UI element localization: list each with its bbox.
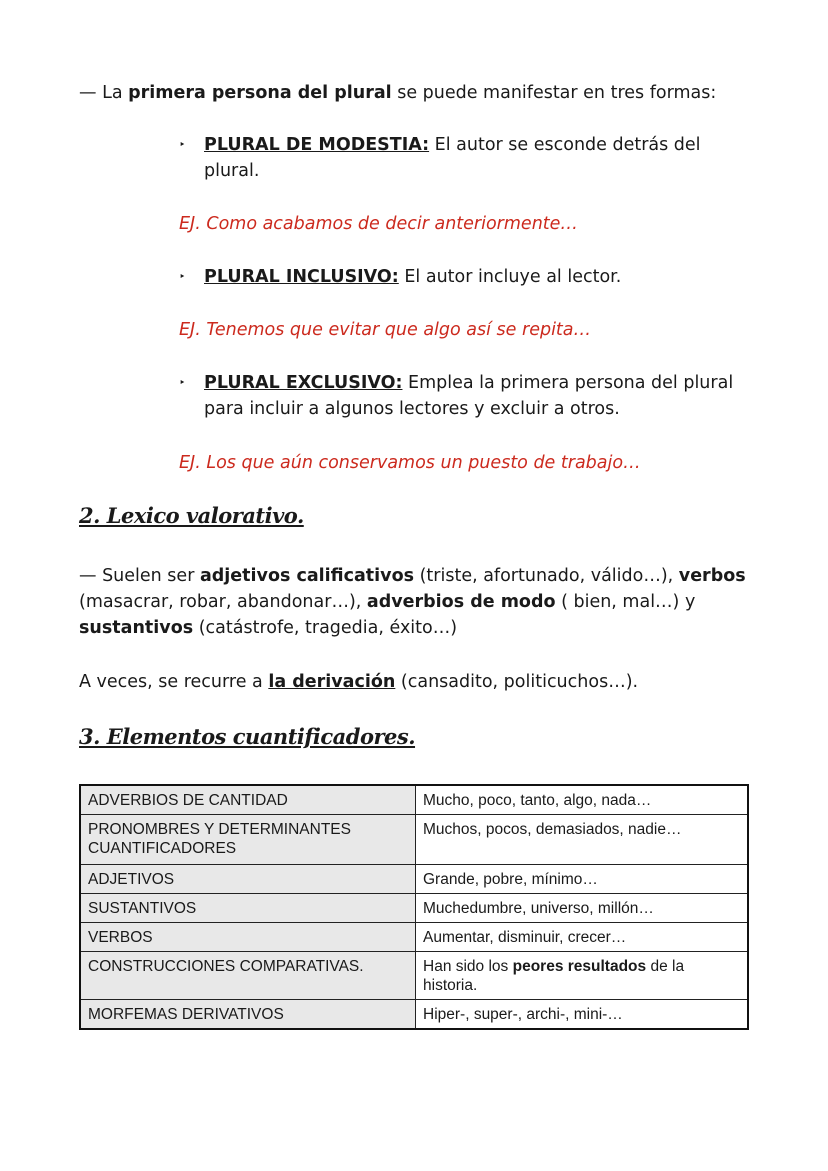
- section-heading-cuantificadores: 3. Elementos cuantificadores.: [79, 724, 416, 749]
- table-cell-examples: Aumentar, disminuir, crecer…: [416, 923, 749, 952]
- table-cell-examples: Mucho, poco, tanto, algo, nada…: [416, 785, 749, 815]
- intro-rest: se puede manifestar en tres formas:: [391, 83, 717, 103]
- table-cell-category: PRONOMBRES Y DETERMINANTES CUANTIFICADORES: [80, 815, 416, 865]
- paragraph-lexico: [79, 563, 759, 641]
- intro-dash: — La: [79, 83, 129, 103]
- table-cell-examples: Hiper-, super-, archi-, mini-…: [416, 1000, 749, 1030]
- table-row: [80, 785, 748, 815]
- table-row: [80, 815, 748, 865]
- item-desc: Emplea la primera persona del plural: [402, 373, 734, 393]
- item-term: PLURAL DE MODESTIA:: [204, 135, 430, 155]
- item-plural-modestia: [204, 132, 724, 184]
- table-cell-category: CONSTRUCCIONES COMPARATIVAS.: [80, 952, 416, 1000]
- intro-line: [79, 80, 716, 106]
- bold-text: peores resultados: [512, 958, 647, 975]
- text: A veces, se recurre a: [79, 672, 269, 692]
- table-cell-category: MORFEMAS DERIVATIVOS: [80, 1000, 416, 1030]
- item-desc-cont: plural.: [204, 161, 260, 181]
- text: — Suelen ser: [79, 566, 200, 586]
- text: (cansadito, politicuchos…).: [395, 672, 639, 692]
- table-cell-examples: Grande, pobre, mínimo…: [416, 865, 749, 894]
- text: Han sido los: [423, 958, 513, 975]
- bullet-icon: ‣: [179, 138, 186, 151]
- bold-underlined-text: la derivación: [268, 672, 396, 692]
- bold-text: verbos: [678, 566, 746, 586]
- table-cell-examples: [416, 952, 749, 1000]
- bold-text: adverbios de modo: [366, 592, 556, 612]
- item-term: PLURAL INCLUSIVO:: [204, 267, 399, 287]
- text: (masacrar, robar, abandonar…),: [79, 592, 367, 612]
- table-row: [80, 894, 748, 923]
- section-heading-lexico: 2. Lexico valorativo.: [79, 503, 304, 528]
- text: (catástrofe, tragedia, éxito…): [193, 618, 458, 638]
- table-row: [80, 952, 748, 1000]
- table-row: [80, 865, 748, 894]
- item-desc: El autor incluye al lector.: [398, 267, 622, 287]
- table-cell-examples: Muchedumbre, universo, millón…: [416, 894, 749, 923]
- paragraph-derivacion: [79, 669, 638, 695]
- bullet-icon: ‣: [179, 270, 186, 283]
- item-plural-exclusivo: [204, 370, 764, 422]
- example-text: EJ. Los que aún conservamos un puesto de trabajo…: [179, 453, 641, 473]
- text: ( bien, mal…) y: [555, 592, 696, 612]
- table-cell-category: VERBOS: [80, 923, 416, 952]
- table-cell-category: ADVERBIOS DE CANTIDAD: [80, 785, 416, 815]
- intro-bold: primera persona del plural: [128, 83, 392, 103]
- bullet-icon: ‣: [179, 376, 186, 389]
- item-desc-cont: para incluir a algunos lectores y excluir a otros.: [204, 399, 620, 419]
- table-cell-examples: Muchos, pocos, demasiados, nadie…: [416, 815, 749, 865]
- table-cell-category: SUSTANTIVOS: [80, 894, 416, 923]
- example-text: EJ. Como acabamos de decir anteriormente…: [179, 214, 578, 234]
- item-plural-inclusivo: [204, 264, 724, 290]
- example-text: EJ. Tenemos que evitar que algo así se repita…: [179, 320, 592, 340]
- table-cell-category: ADJETIVOS: [80, 865, 416, 894]
- bold-text: sustantivos: [79, 618, 194, 638]
- quantifiers-table: [79, 784, 749, 1030]
- table-row: [80, 1000, 748, 1030]
- text: de la historia.: [423, 958, 685, 994]
- table-row: [80, 923, 748, 952]
- item-term: PLURAL EXCLUSIVO:: [204, 373, 403, 393]
- bold-text: adjetivos calificativos: [199, 566, 415, 586]
- text: (triste, afortunado, válido…),: [414, 566, 679, 586]
- item-desc: El autor se esconde detrás del: [429, 135, 701, 155]
